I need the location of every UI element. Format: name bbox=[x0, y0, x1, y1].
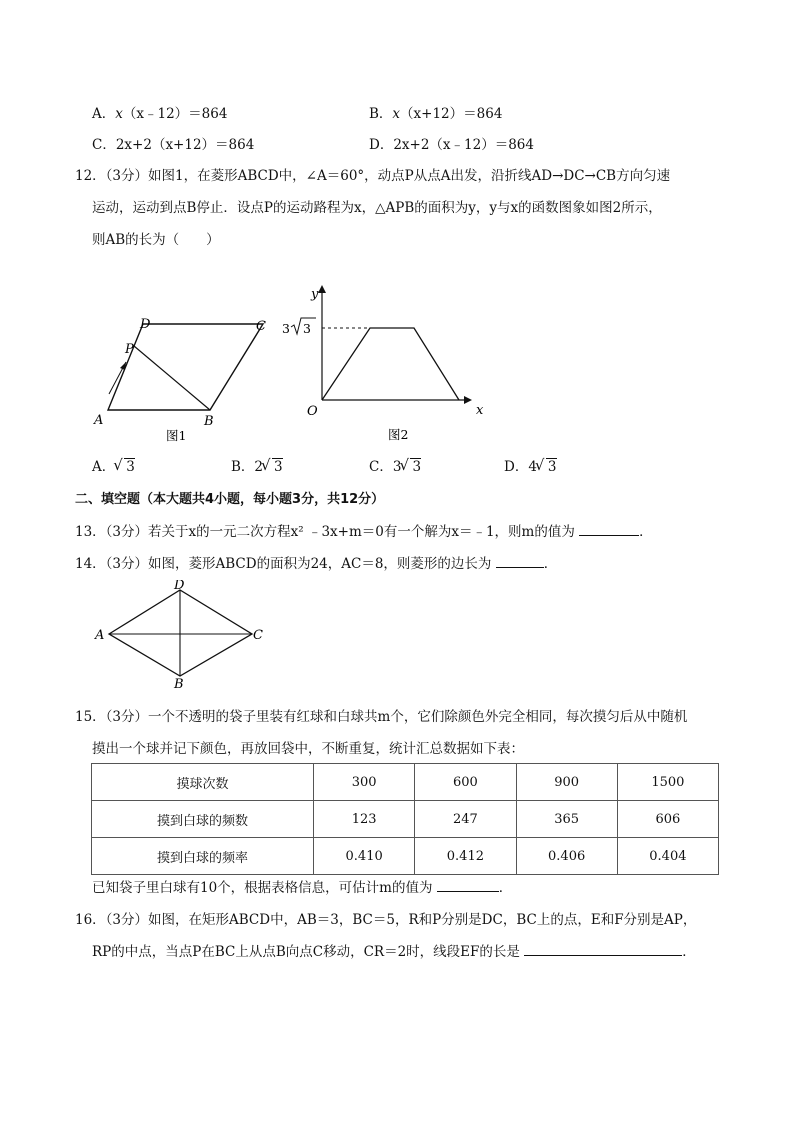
q16-end: ． bbox=[682, 944, 696, 960]
q12-line2: 运动，运动到点B停止．设点P的运动路程为x，△APB的面积为y，y与x的函数图象如图2所示， bbox=[92, 200, 662, 216]
table-cell: 0.412 bbox=[415, 838, 516, 875]
q11-option-d bbox=[369, 133, 534, 153]
q16-line2-text: RP的中点，当点P在BC上从点B向点C移动，CR＝2时，线段EF的长是 bbox=[92, 944, 520, 960]
y-value-radicand: 3 bbox=[303, 321, 311, 336]
table-cell: 摸到白球的频率 bbox=[92, 838, 314, 875]
table-cell: 1500 bbox=[617, 764, 718, 801]
q15-after bbox=[92, 876, 512, 896]
table-cell: 0.404 bbox=[617, 838, 718, 875]
label-c: C bbox=[256, 319, 266, 334]
y-value-coef: 3 bbox=[282, 321, 290, 336]
sqrt: √ 3 bbox=[261, 456, 283, 475]
table-row bbox=[92, 764, 719, 801]
label-c: C bbox=[253, 628, 263, 643]
q15-end: ． bbox=[498, 880, 513, 896]
q16-line2 bbox=[92, 940, 696, 960]
label-b: B bbox=[174, 677, 184, 692]
sqrt: √ 3 bbox=[534, 456, 557, 475]
answer-blank[interactable] bbox=[437, 879, 499, 892]
q12-figure1 bbox=[88, 308, 288, 448]
label-d: D bbox=[140, 317, 151, 332]
label-b: B bbox=[204, 414, 214, 429]
q15-after-text: 已知袋子里白球有10个，根据表格信息，可估计m的值为 bbox=[92, 880, 433, 896]
y-axis-arrow bbox=[318, 285, 326, 293]
q12-option-c bbox=[369, 455, 421, 475]
option-letter: D． bbox=[504, 459, 529, 475]
option-letter: B． bbox=[231, 459, 255, 475]
function-graph bbox=[322, 328, 459, 400]
segment-pb bbox=[134, 346, 210, 410]
q12-option-d bbox=[504, 455, 557, 475]
x-label: x bbox=[476, 403, 484, 418]
sqrt: √ 3 bbox=[399, 456, 422, 475]
figure2-caption: 图2 bbox=[388, 427, 409, 442]
q13-end: ． bbox=[639, 524, 653, 540]
y-label: y bbox=[311, 287, 319, 302]
q15-line1: 15．（3分）一个不透明的袋子里装有红球和白球共m个，它们除颜色外完全相同，每次摸匀后从中随机 bbox=[75, 709, 688, 725]
q11-option-a bbox=[92, 102, 227, 122]
coef: 3 bbox=[392, 459, 402, 475]
option-letter: B． bbox=[369, 106, 393, 122]
table-cell: 600 bbox=[415, 764, 516, 801]
label-a: A bbox=[95, 628, 105, 643]
section2-title: 二、填空题（本大题共4小题，每小题3分，共12分） bbox=[75, 492, 385, 507]
table-cell: 0.410 bbox=[314, 838, 415, 875]
q12-line3: 则AB的长为（ ） bbox=[92, 232, 220, 248]
q11-option-c bbox=[92, 133, 254, 153]
label-p: P bbox=[125, 342, 134, 357]
answer-blank[interactable] bbox=[496, 555, 544, 568]
radicand: 3 bbox=[274, 459, 283, 475]
table-cell: 247 bbox=[415, 801, 516, 838]
q12-figure2 bbox=[278, 282, 498, 447]
coef: 4 bbox=[528, 459, 537, 475]
q12-line1: 12．（3分）如图1，在菱形ABCD中，∠A＝60°，动点P从点A出发，沿折线AD→DC→CB方向匀速 bbox=[75, 168, 671, 184]
origin-label: O bbox=[307, 404, 318, 419]
table-cell: 摸到白球的频数 bbox=[92, 801, 314, 838]
table-cell: 0.406 bbox=[516, 838, 617, 875]
option-text: （x﹣12）＝864 bbox=[122, 106, 228, 122]
q14-end: ． bbox=[543, 556, 558, 572]
table-cell: 900 bbox=[516, 764, 617, 801]
frequency-table bbox=[91, 763, 719, 875]
sqrt: √ 3 bbox=[113, 456, 135, 475]
table-row bbox=[92, 838, 719, 875]
coef: 2 bbox=[254, 459, 264, 475]
option-text: 2x+2（x﹣12）＝864 bbox=[393, 137, 534, 153]
option-var: x bbox=[115, 106, 123, 122]
q12-option-a bbox=[92, 455, 135, 475]
option-letter: A． bbox=[92, 106, 116, 122]
figure1-caption: 图1 bbox=[166, 428, 187, 443]
radicand: 3 bbox=[547, 459, 557, 475]
option-var: x bbox=[392, 106, 401, 122]
table-cell: 300 bbox=[314, 764, 415, 801]
rhombus-abcd bbox=[108, 324, 263, 410]
option-letter: D． bbox=[369, 137, 394, 153]
label-d: D bbox=[174, 580, 185, 593]
arrow-head bbox=[120, 362, 126, 370]
q14-figure bbox=[90, 580, 280, 692]
table-row bbox=[92, 801, 719, 838]
table-cell: 365 bbox=[516, 801, 617, 838]
answer-blank[interactable] bbox=[524, 943, 682, 956]
radicand: 3 bbox=[126, 459, 135, 475]
q13 bbox=[75, 520, 653, 540]
q12-option-b bbox=[231, 455, 283, 475]
x-axis-arrow bbox=[464, 396, 472, 404]
radicand: 3 bbox=[412, 459, 422, 475]
table-cell: 606 bbox=[617, 801, 718, 838]
q14 bbox=[75, 552, 557, 572]
answer-blank[interactable] bbox=[579, 523, 639, 536]
option-text: （x+12）＝864 bbox=[400, 106, 503, 122]
q13-text: 13．（3分）若关于x的一元二次方程x² ﹣3x+m＝0有一个解为x＝﹣1，则m的值为 bbox=[75, 524, 575, 540]
option-text: 2x+2（x+12）＝864 bbox=[115, 137, 255, 153]
label-a: A bbox=[94, 413, 104, 428]
q11-option-b bbox=[369, 102, 502, 122]
option-letter: A． bbox=[92, 459, 116, 475]
q14-text: 14．（3分）如图，菱形ABCD的面积为24，AC＝8，则菱形的边长为 bbox=[75, 556, 492, 572]
q16-line1: 16．（3分）如图，在矩形ABCD中，AB＝3，BC＝5，R和P分别是DC，BC上的点，E和F分别是AP， bbox=[75, 912, 697, 928]
option-letter: C． bbox=[92, 137, 116, 153]
option-letter: C． bbox=[369, 459, 393, 475]
q15-line2: 摸出一个球并记下颜色，再放回袋中，不断重复，统计汇总数据如下表： bbox=[92, 741, 524, 757]
table-cell: 123 bbox=[314, 801, 415, 838]
table-cell: 摸球次数 bbox=[92, 764, 314, 801]
